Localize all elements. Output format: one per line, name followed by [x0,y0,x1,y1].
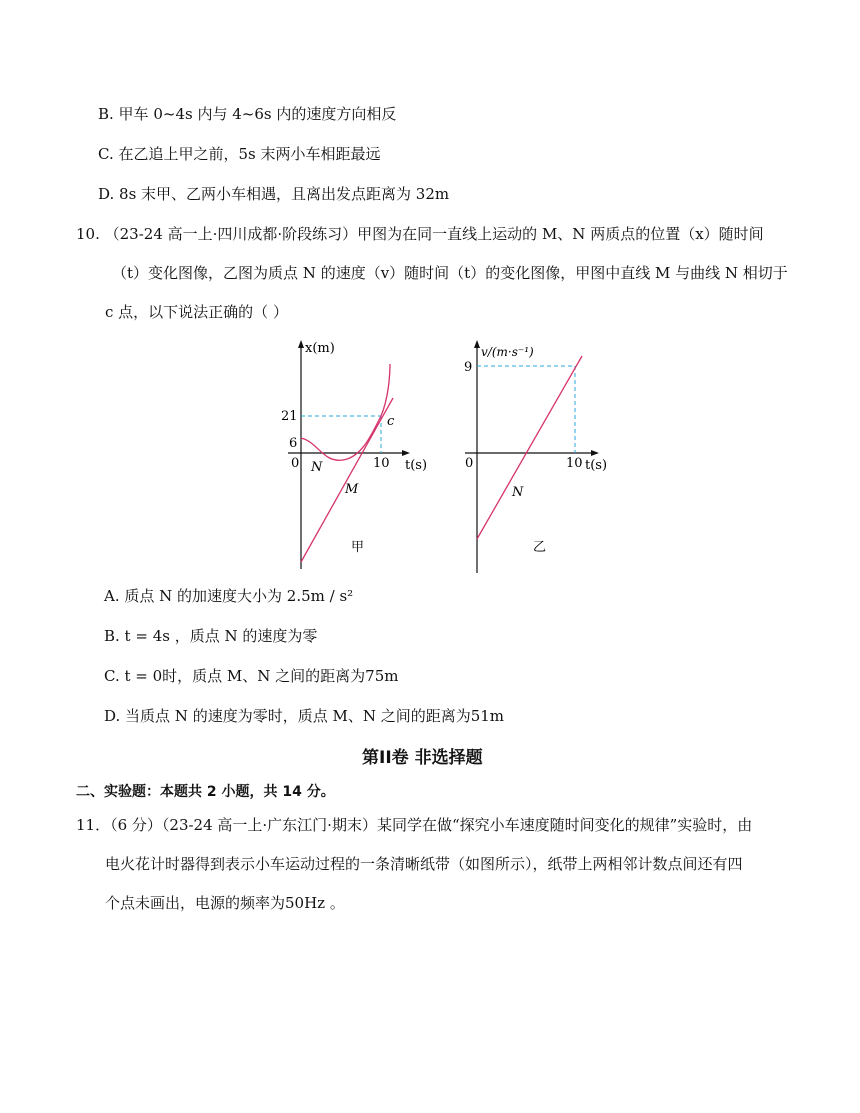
yi-tick-10: 10 [566,456,583,471]
q10-option-c: C. t = 0时，质点 M、N 之间的距离为75m [104,667,399,685]
q10-option-d: D. 当质点 N 的速度为零时，质点 M、N 之间的距离为51m [104,707,505,725]
yi-x-label: t(s) [585,458,608,473]
jia-caption: 甲 [351,540,365,555]
yi-line-N [477,356,582,539]
yi-caption: 乙 [533,540,547,555]
jia-tick-6: 6 [289,436,298,451]
yi-y-label: v/(m·s⁻¹) [481,345,534,359]
q9-option-d: D. 8s 末甲、乙两小车相遇，且离出发点距离为 32m [98,185,450,203]
jia-curve-N [301,364,390,460]
jia-y-arrow [298,340,304,348]
jia-x-label: t(s) [405,458,428,473]
q10-stem-line3: c 点，以下说法正确的（ ） [105,303,288,321]
jia-x-arrow [402,450,410,456]
q10-option-a: A. 质点 N 的加速度大小为 2.5m / s² [104,587,354,605]
q9-option-b: B. 甲车 0~4s 内与 4~6s 内的速度方向相反 [98,105,397,123]
jia-tick-10: 10 [373,456,390,471]
q10-stem-line2: （t）变化图像，乙图为质点 N 的速度（v）随时间（t）的变化图像，甲图中直线 M 与曲线 N 相切于 [112,264,788,282]
q9-option-c: C. 在乙追上甲之前，5s 末两小车相距最远 [98,145,381,163]
jia-line-M [301,398,393,562]
q10-option-b: B. t = 4s ，质点 N 的速度为零 [104,627,318,645]
jia-label-N: N [311,460,323,475]
yi-origin: 0 [465,456,474,471]
jia-tick-21: 21 [281,409,298,424]
part2-title: 第II卷 非选择题 [362,748,483,768]
yi-x-arrow [591,450,599,456]
figure-yi [455,336,615,576]
yi-tick-9: 9 [464,360,473,375]
q11-stem-line2: 电火花计时器得到表示小车运动过程的一条清晰纸带（如图所示），纸带上两相邻计数点间还有四 [105,855,743,873]
jia-y-label: x(m) [305,341,335,356]
yi-label-N: N [512,485,524,500]
q11-stem-line1: 11．（6 分）（23-24 高一上·广东江门·期末）某同学在做“探究小车速度随时间变化的规律”实验时，由 [76,816,753,834]
figure-jia [278,336,428,576]
jia-label-M: M [345,482,359,497]
q10-stem-line1: 10. （23-24 高一上·四川成都·阶段练习）甲图为在同一直线上运动的 M、N 两质点的位置（x）随时间 [76,225,764,243]
jia-origin: 0 [291,456,300,471]
section2-heading: 二、实验题：本题共 2 小题，共 14 分。 [76,784,335,800]
q11-stem-line3: 个点未画出，电源的频率为50Hz 。 [105,894,345,912]
yi-y-arrow [474,340,480,348]
jia-point-c: c [387,414,395,429]
